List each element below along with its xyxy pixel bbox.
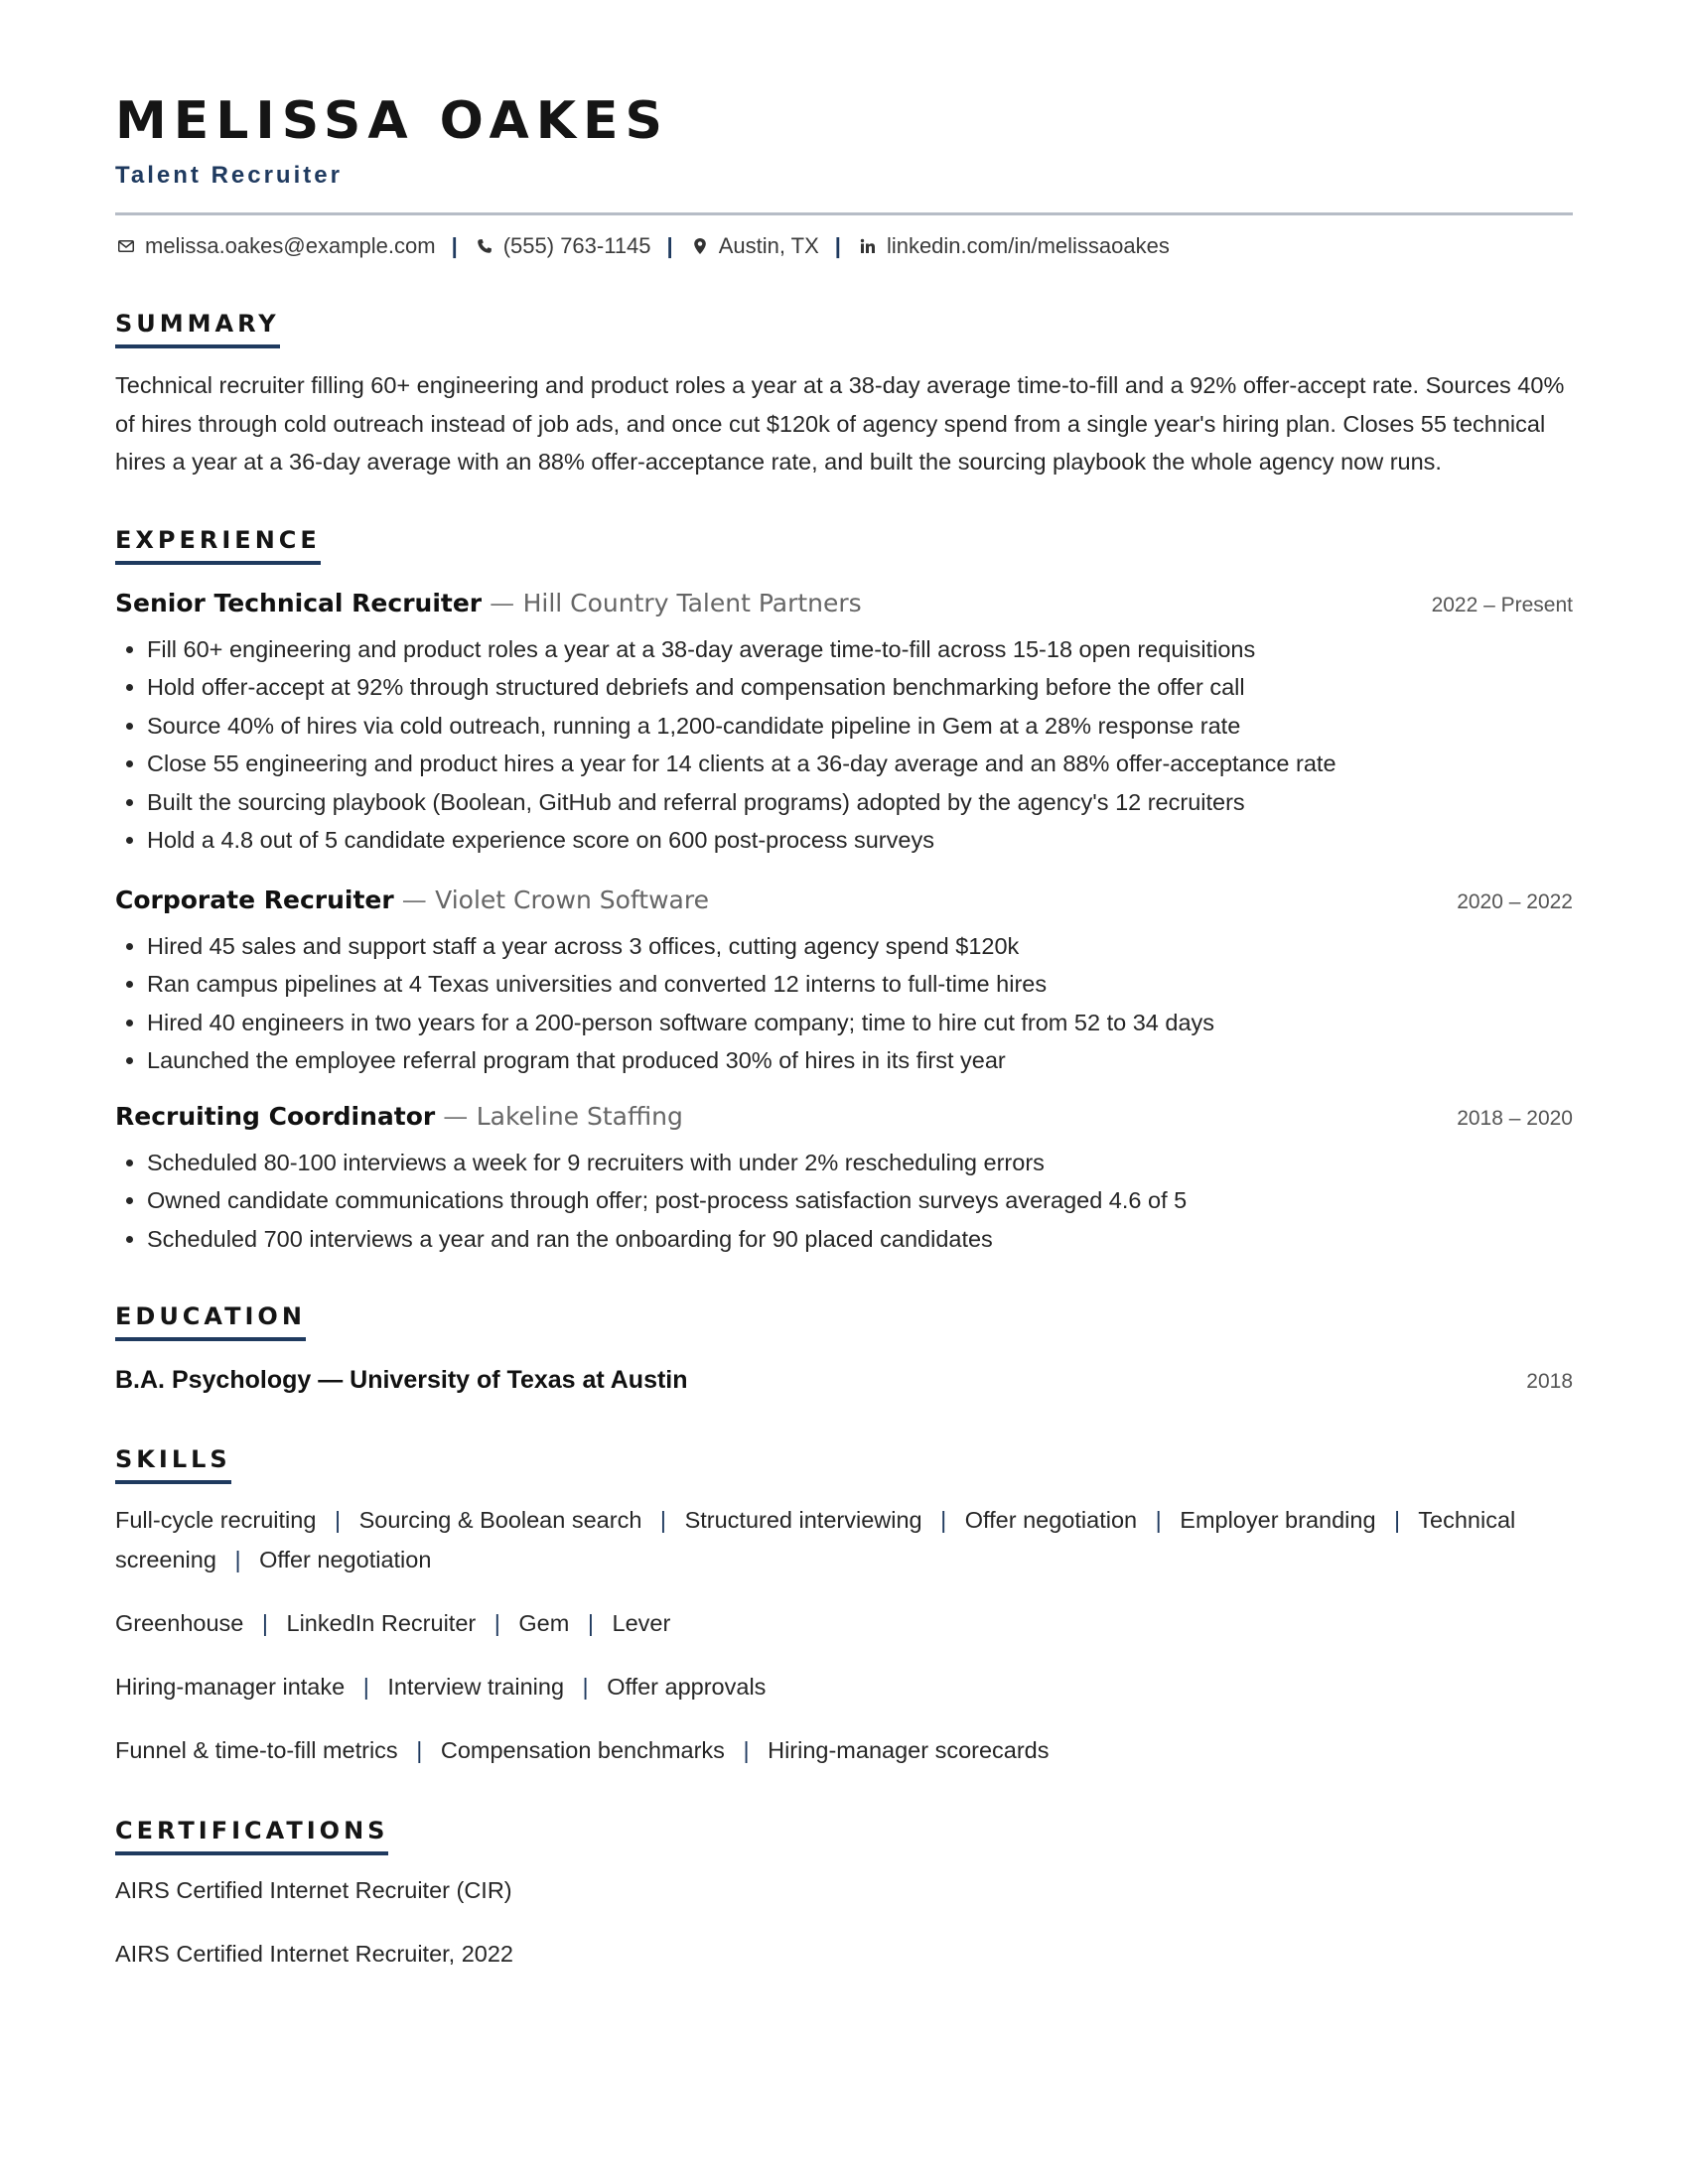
- job-title: Senior Technical Recruiter: [115, 588, 483, 617]
- skill-item: Compensation benchmarks: [440, 1737, 725, 1763]
- job-dates: 2018 – 2020: [1457, 1106, 1573, 1130]
- location-pin-icon: [689, 235, 711, 257]
- job-dates: 2020 – 2022: [1457, 889, 1573, 913]
- skill-item: Employer branding: [1180, 1507, 1376, 1533]
- skill-item: Funnel & time-to-fill metrics: [115, 1737, 398, 1763]
- job-bullet: • Scheduled 700 interviews a year and ran the onboarding for 90 placed candidates: [147, 1220, 1573, 1259]
- skill-item: Hiring-manager intake: [115, 1674, 346, 1700]
- job-bullet: • Hold offer-accept at 92% through structured debriefs and compensation benchmarking before the offer call: [147, 668, 1573, 707]
- skill-item: Gem: [518, 1610, 570, 1636]
- skills-heading: SKILLS: [115, 1444, 231, 1484]
- contact-email[interactable]: [115, 231, 436, 261]
- resume-header: [115, 91, 1573, 261]
- job-dash: —: [401, 885, 427, 914]
- job-company: Violet Crown Software: [435, 885, 709, 914]
- skills-section: [115, 1444, 1573, 1770]
- candidate-name: MELISSA OAKES: [115, 91, 669, 151]
- linkedin-icon: [857, 235, 879, 257]
- job-header: [115, 1100, 1573, 1138]
- job-title: Corporate Recruiter: [115, 885, 394, 914]
- contact-bar: [115, 231, 1573, 261]
- certifications-heading: CERTIFICATIONS: [115, 1816, 388, 1855]
- job-dash: —: [490, 588, 515, 617]
- job-bullets: [115, 630, 1573, 860]
- job-bullet: • Hired 40 engineers in two years for a 200-person software company; time to hire cut from 52 to 34 days: [147, 1004, 1573, 1042]
- skill-item: Offer approvals: [607, 1674, 767, 1700]
- skills-row: [115, 1730, 1573, 1770]
- skill-separator: |: [334, 1507, 342, 1533]
- contact-linkedin-text: linkedin.com/in/melissaoakes: [886, 233, 1170, 258]
- skill-item: Hiring-manager scorecards: [768, 1737, 1050, 1763]
- contact-linkedin[interactable]: [857, 231, 1170, 261]
- education-heading: EDUCATION: [115, 1301, 306, 1341]
- skill-separator: |: [416, 1737, 423, 1763]
- job-bullets: [115, 1144, 1573, 1259]
- skills-row: [115, 1667, 1573, 1706]
- job-bullet: • Fill 60+ engineering and product roles a year at a 38-day average time-to-fill across 15-18 open requisitions: [147, 630, 1573, 669]
- job-title: Recruiting Coordinator: [115, 1101, 436, 1131]
- contact-email-text: melissa.oakes@example.com: [145, 233, 436, 258]
- job-entry: [115, 1100, 1573, 1259]
- job-company: Lakeline Staffing: [476, 1101, 683, 1131]
- contact-separator: |: [451, 233, 458, 258]
- skill-item: Full-cycle recruiting: [115, 1507, 317, 1533]
- job-bullet: • Hired 45 sales and support staff a year across 3 offices, cutting agency spend $120k: [147, 927, 1573, 966]
- job-bullet: • Source 40% of hires via cold outreach, running a 1,200-candidate pipeline in Gem at a 28% response rate: [147, 707, 1573, 746]
- job-bullet: • Scheduled 80-100 interviews a week for 9 recruiters with under 2% rescheduling errors: [147, 1144, 1573, 1182]
- education-section: [115, 1301, 1573, 1399]
- skill-item: Technical screening: [115, 1507, 1516, 1572]
- job-bullet: • Owned candidate communications through offer; post-process satisfaction surveys averaged 4.6 of 5: [147, 1181, 1573, 1220]
- education-degree: B.A. Psychology — University of Texas at Austin: [115, 1366, 688, 1394]
- job-bullet: • Launched the employee referral program that produced 30% of hires in its first year: [147, 1041, 1573, 1080]
- job-dates: 2022 – Present: [1431, 593, 1573, 616]
- header-divider: [115, 212, 1573, 215]
- job-bullet: • Built the sourcing playbook (Boolean, GitHub and referral programs) adopted by the agency's 12 recruiters: [147, 783, 1573, 822]
- skills-row: [115, 1500, 1573, 1579]
- skill-item: Greenhouse: [115, 1610, 244, 1636]
- education-year: 2018: [1526, 1370, 1573, 1393]
- job-dash: —: [443, 1101, 469, 1131]
- skill-item: Sourcing & Boolean search: [358, 1507, 642, 1533]
- skill-separator: |: [940, 1507, 947, 1533]
- skill-separator: |: [743, 1737, 750, 1763]
- skill-separator: |: [587, 1610, 594, 1636]
- contact-phone-text: (555) 763-1145: [502, 233, 651, 258]
- contact-separator: |: [834, 233, 841, 258]
- summary-text: Technical recruiter filling 60+ engineering and product roles a year at a 38-day average time-to-fill and a 92% offer-accept rate. Sources 40% of hires through cold outreach instead of job ads, and once cut $120k of agency spend from a single year's hiring plan. Closes 55 technical hires a year at a 36-day average with an 88% offer-acceptance rate, and built the sourcing playbook the whole agency now runs.: [115, 372, 1565, 475]
- experience-heading: EXPERIENCE: [115, 525, 321, 565]
- job-company: Hill Country Talent Partners: [522, 588, 862, 617]
- skill-separator: |: [1155, 1507, 1162, 1533]
- certification-item: AIRS Certified Internet Recruiter (CIR): [115, 1877, 512, 1903]
- certification-item: AIRS Certified Internet Recruiter, 2022: [115, 1941, 514, 1967]
- candidate-role: Talent Recruiter: [115, 162, 343, 189]
- summary-section: [115, 309, 1573, 481]
- phone-icon: [474, 235, 495, 257]
- job-bullets: [115, 927, 1573, 1080]
- job-header: [115, 884, 1573, 921]
- skill-separator: |: [582, 1674, 589, 1700]
- skill-separator: |: [493, 1610, 500, 1636]
- skill-item: Structured interviewing: [684, 1507, 922, 1533]
- skill-item: Lever: [612, 1610, 671, 1636]
- job-bullet: • Ran campus pipelines at 4 Texas universities and converted 12 interns to full-time hires: [147, 965, 1573, 1004]
- skill-separator: |: [234, 1547, 241, 1572]
- skill-separator: |: [659, 1507, 667, 1533]
- skill-item: Interview training: [387, 1674, 565, 1700]
- skills-list: [115, 1500, 1573, 1770]
- education-entry: [115, 1363, 1573, 1399]
- job-bullet: • Close 55 engineering and product hires a year for 14 clients at a 36-day average and an 88% offer-acceptance rate: [147, 745, 1573, 783]
- job-entry: [115, 884, 1573, 1080]
- contact-location: [689, 231, 819, 261]
- job-bullet: • Hold a 4.8 out of 5 candidate experience score on 600 post-process surveys: [147, 821, 1573, 860]
- experience-section: [115, 525, 1573, 1259]
- job-header: [115, 587, 1573, 624]
- skills-row: [115, 1603, 1573, 1643]
- job-entry: [115, 587, 1573, 860]
- skill-separator: |: [261, 1610, 268, 1636]
- skill-item: LinkedIn Recruiter: [286, 1610, 477, 1636]
- certifications-section: [115, 1816, 1573, 1971]
- contact-location-text: Austin, TX: [718, 233, 819, 258]
- skill-item: Offer negotiation: [259, 1547, 432, 1572]
- skill-separator: |: [1394, 1507, 1401, 1533]
- skill-item: Offer negotiation: [964, 1507, 1138, 1533]
- summary-heading: SUMMARY: [115, 309, 280, 348]
- mail-icon: [115, 235, 137, 257]
- contact-phone[interactable]: [474, 231, 651, 261]
- skill-separator: |: [362, 1674, 369, 1700]
- contact-separator: |: [666, 233, 673, 258]
